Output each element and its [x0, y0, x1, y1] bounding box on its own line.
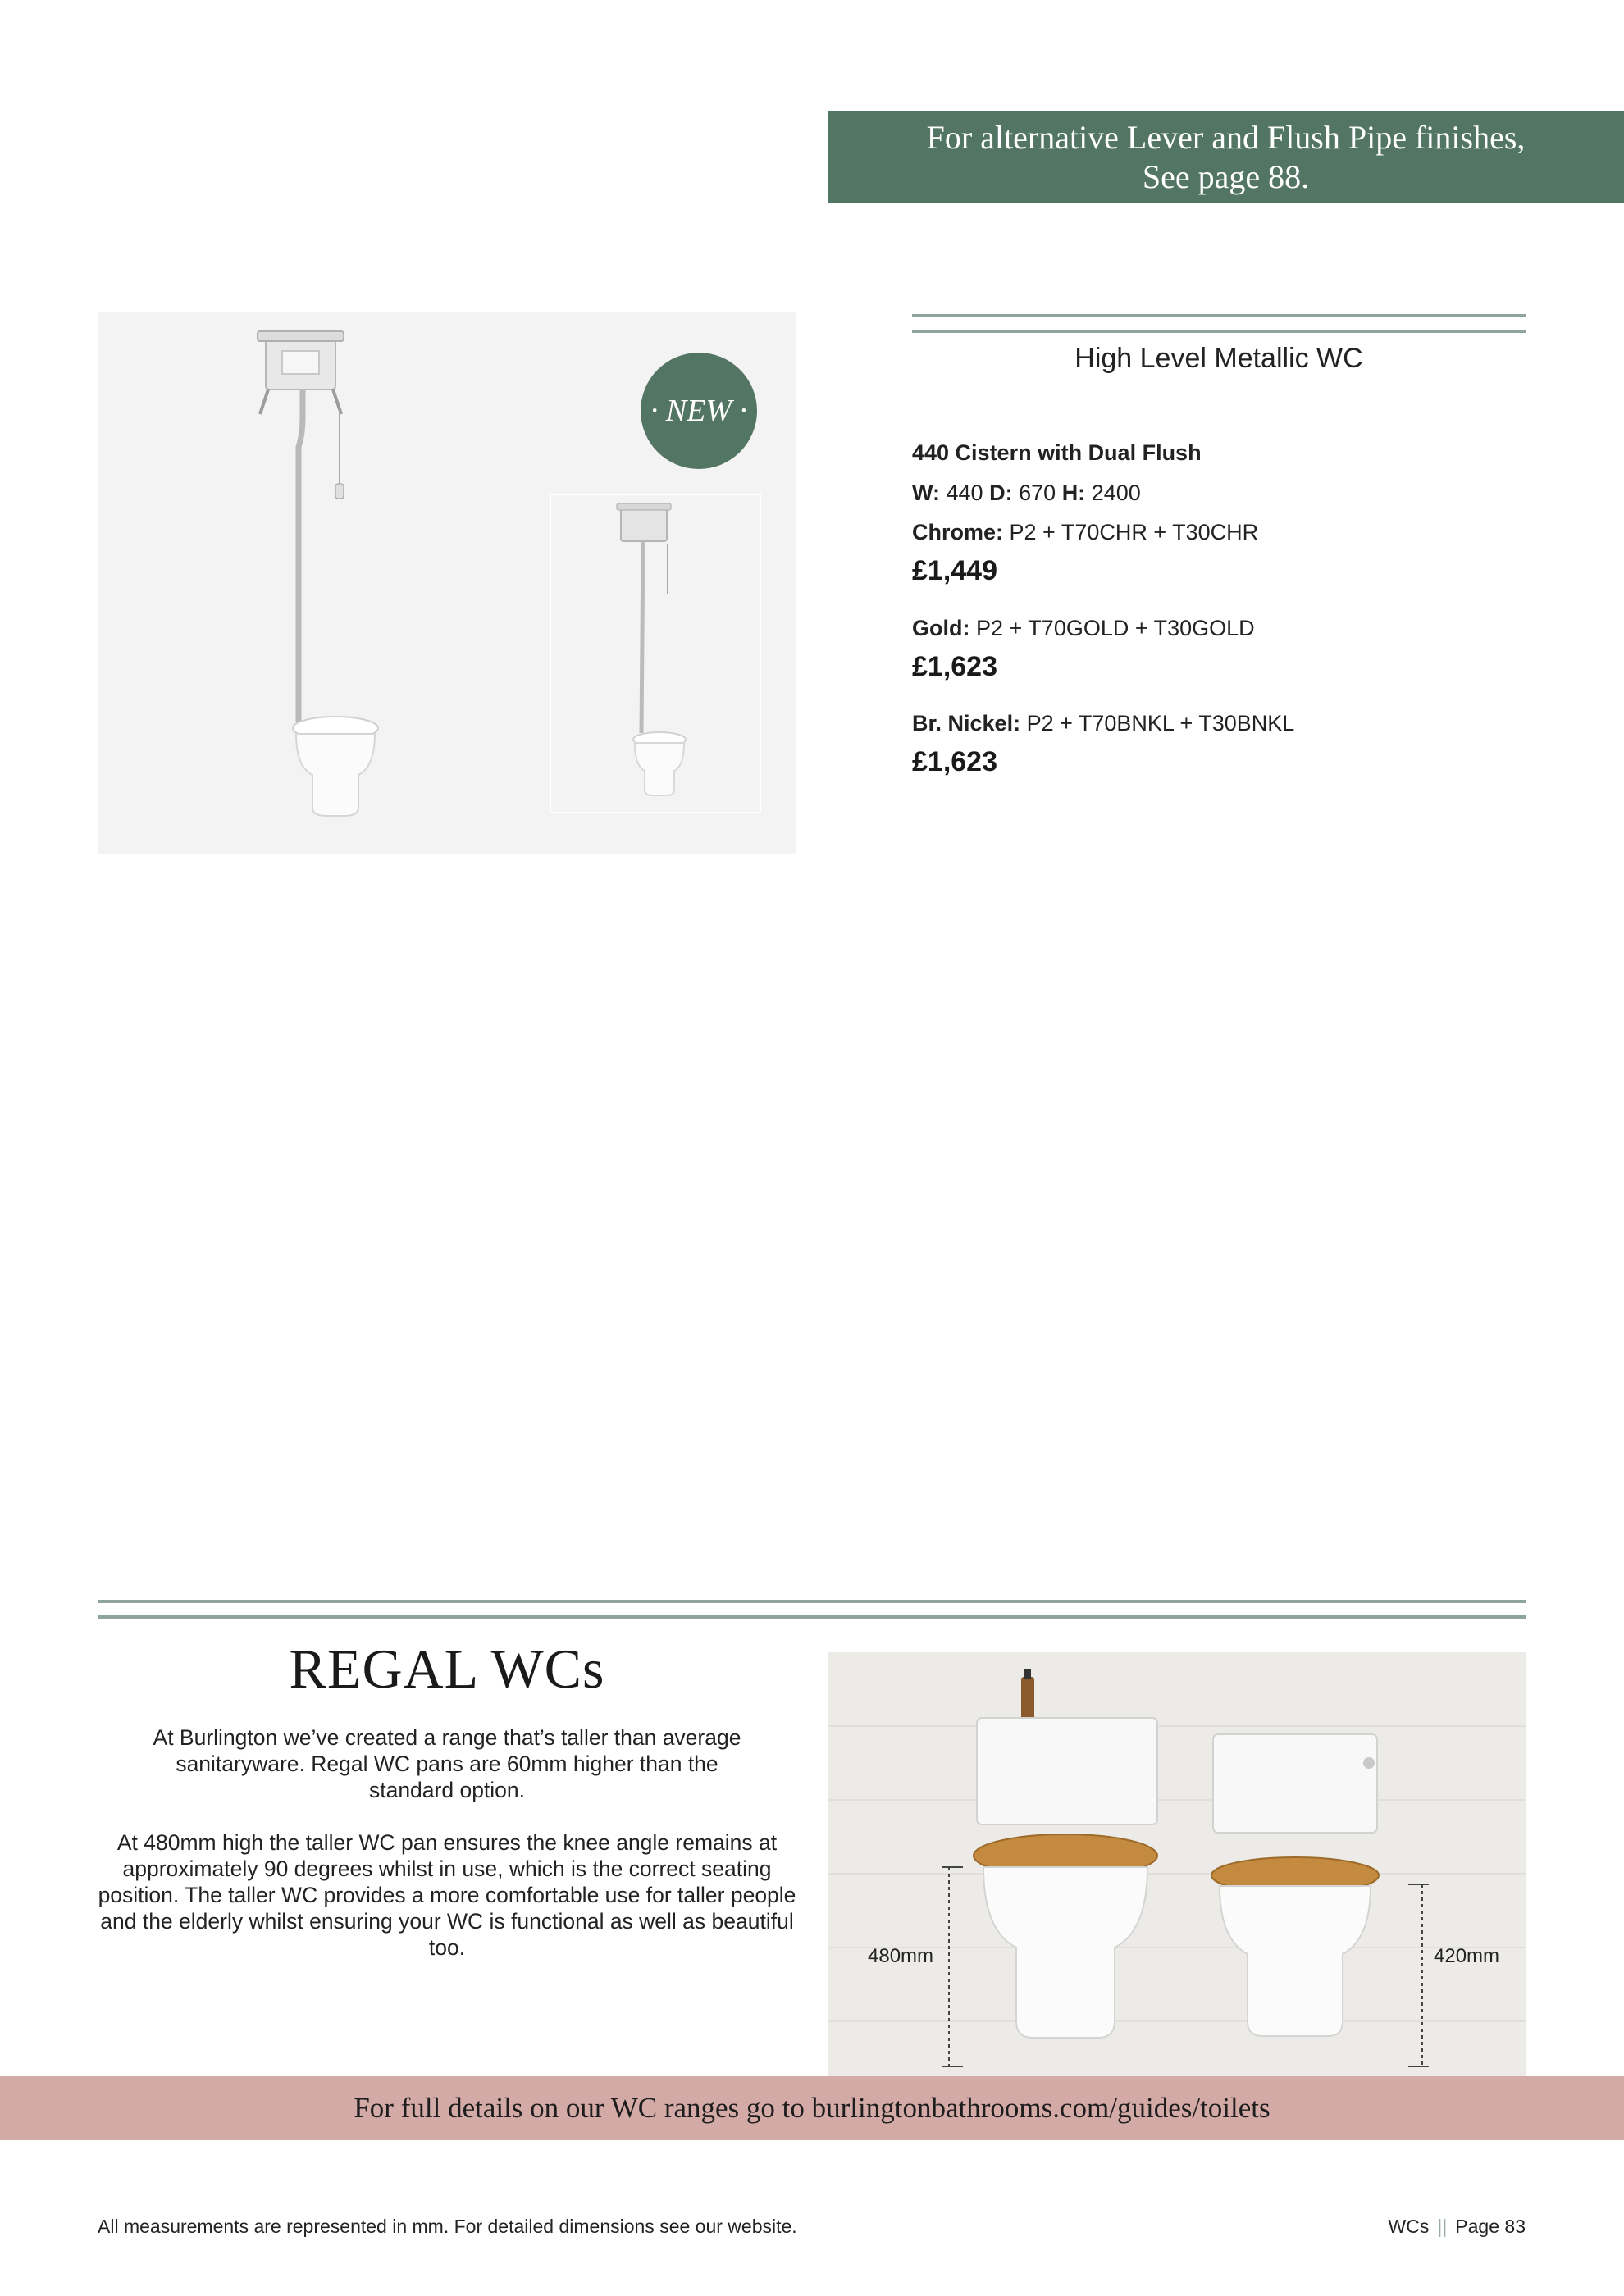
- product-dimensions: [912, 481, 1141, 506]
- banner-line-2: See page 88.: [1142, 157, 1310, 195]
- price-brushed-nickel: £1,623: [912, 746, 997, 777]
- height-value: 2400: [1091, 481, 1141, 505]
- variant-code: P2 + T70BNKL + T30BNKL: [1026, 711, 1295, 736]
- regal-divider-lower: [98, 1615, 1526, 1619]
- product-title: High Level Metallic WC: [1074, 343, 1363, 374]
- regal-detail-paragraph: At 480mm high the taller WC pan ensures the knee angle remains at approximately 90 degrees whilst in use, which is the correct seating position. The taller WC provides a more comfortable use for taller people and the elderly whilst ensuring your WC is functional as well as beautiful too.: [98, 1830, 796, 1960]
- wc-guide-text: For full details on our WC ranges go to burlingtonbathrooms.com/guides/toilets: [354, 2092, 1270, 2124]
- new-badge: · NEW ·: [641, 353, 757, 469]
- variant-gold: [912, 616, 1255, 641]
- product-inset-image: [550, 494, 761, 813]
- high-level-wc-small-illustration: [551, 495, 760, 812]
- wc-guide-banner: [0, 2076, 1624, 2140]
- page-footer: [1389, 2216, 1526, 2238]
- width-label: W:: [912, 481, 940, 505]
- regal-heading: REGAL WCs: [289, 1638, 605, 1700]
- depth-value: 670: [1019, 481, 1056, 505]
- variant-label: Br. Nickel:: [912, 711, 1021, 736]
- variant-chrome: [912, 520, 1258, 545]
- price-chrome: £1,449: [912, 555, 997, 586]
- tall-pan-height-label: 480mm: [868, 1945, 934, 1967]
- page-number: Page 83: [1455, 2216, 1526, 2237]
- variant-brushed-nickel: [912, 711, 1294, 736]
- regal-vs-standard-wc-illustration: [828, 1652, 1526, 2076]
- regal-intro-paragraph: At Burlington we’ve created a range that’s taller than average sanitaryware. Regal WC pans are 60mm higher than the standard option.: [153, 1725, 741, 1802]
- variant-code: P2 + T70GOLD + T30GOLD: [976, 616, 1255, 640]
- regal-comparison-photo: [828, 1652, 1526, 2076]
- regal-divider-upper: [98, 1600, 1526, 1603]
- section-name: WCs: [1388, 2216, 1430, 2237]
- banner-line-1: For alternative Lever and Flush Pipe finishes,: [926, 118, 1526, 156]
- cistern-description: 440 Cistern with Dual Flush: [912, 440, 1202, 465]
- variant-label: Chrome:: [912, 520, 1004, 544]
- footer-separator: ||: [1437, 2216, 1448, 2237]
- lever-flush-pipe-banner: [828, 111, 1624, 203]
- variant-label: Gold:: [912, 616, 970, 640]
- standard-pan-height-label: 420mm: [1434, 1945, 1500, 1967]
- variant-code: P2 + T70CHR + T30CHR: [1009, 520, 1259, 544]
- top-divider-lower: [912, 330, 1526, 333]
- top-divider-upper: [912, 314, 1526, 317]
- height-label: H:: [1061, 481, 1086, 505]
- depth-label: D:: [989, 481, 1013, 505]
- footer-note: All measurements are represented in mm. For detailed dimensions see our website.: [98, 2216, 797, 2237]
- width-value: 440: [946, 481, 983, 505]
- price-gold: £1,623: [912, 651, 997, 682]
